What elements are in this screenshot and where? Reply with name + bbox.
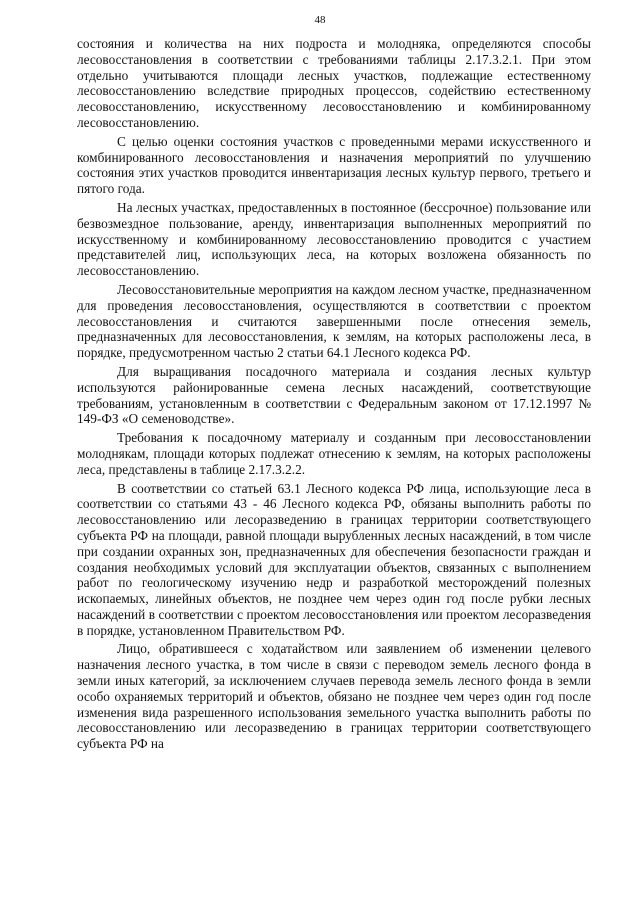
paragraph: Для выращивания посадочного материала и создания лесных культур используются районированные семена лесных насаждений, соответствующие требованиям, установленным в соответствии с Федеральным законом от 17.12.1997 № 149-ФЗ «О семеноводстве». xyxy=(77,363,591,427)
paragraph: Лесовосстановительные мероприятия на каждом лесном участке, предназначенном для проведения лесовосстановления, осуществляются в соответствии с проектом лесовосстановления и считаются завершенными после отнесения земель, предназначенных для лесовосстановления, к землям, на которых расположены леса, в порядке, предусмотренном частью 2 статьи 64.1 Лесного кодекса РФ. xyxy=(77,281,591,361)
paragraph: состояния и количества на них подроста и молодняка, определяются способы лесовосстановления в соответствии с требованиями таблицы 2.17.3.2.1. При этом отдельно учитываются площади лесных участков, подлежащие естественному лесовосстановлению вследствие природных процессов, содействию естественному лесовосстановлению, искусственному лесовосстановлению и комбинированному лесовосстановлению. xyxy=(77,36,591,130)
paragraph: В соответствии со статьей 63.1 Лесного кодекса РФ лица, использующие леса в соответствии со статьями 43 - 46 Лесного кодекса РФ, обязаны выполнить работы по лесовосстановлению или лесоразведению в границах территории соответствующего субъекта РФ на площади, равной площади вырубленных лесных насаждений, в том числе при создании охранных зон, предназначенных для обеспечения безопасности граждан и создания необходимых условий для эксплуатации объектов, связанных с выполнением работ по геологическому изучению недр и разработкой месторождений полезных ископаемых, линейных объектов, не позднее чем через один год после рубки лесных насаждений в соответствии с проектом лесовосстановления или проектом лесоразведения в порядке, установленном Правительством РФ. xyxy=(77,480,591,638)
paragraph: На лесных участках, предоставленных в постоянное (бессрочное) пользование или безвозмездное пользование, аренду, инвентаризация выполненных мероприятий по искусственному и комбинированному лесовосстановлению проводится с участием представителей лиц, использующих леса, на которых возложена обязанность по лесовосстановлению. xyxy=(77,199,591,279)
body-text xyxy=(77,36,591,755)
paragraph: Лицо, обратившееся с ходатайством или заявлением об изменении целевого назначения лесного участка, в том числе в связи с переводом земель лесного фонда в земли иных категорий, за исключением случаев перевода земель лесного фонда в земли особо охраняемых территорий и объектов, обязано не позднее чем через один год после изменения вида разрешенного использования земельного участка выполнить работы по лесовосстановлению или лесоразведению в границах территории соответствующего субъекта РФ на xyxy=(77,641,591,752)
paragraph: С целью оценки состояния участков с проведенными мерами искусственного и комбинированного лесовосстановления и назначения мероприятий по улучшению состояния этих участков проводится инвентаризация лесных культур первого, третьего и пятого года. xyxy=(77,133,591,197)
paragraph: Требования к посадочному материалу и созданным при лесовосстановлении молоднякам, площади которых подлежат отнесению к землям, на которых расположены леса, представлены в таблице 2.17.3.2.2. xyxy=(77,430,591,477)
page-number: 48 xyxy=(314,14,326,26)
